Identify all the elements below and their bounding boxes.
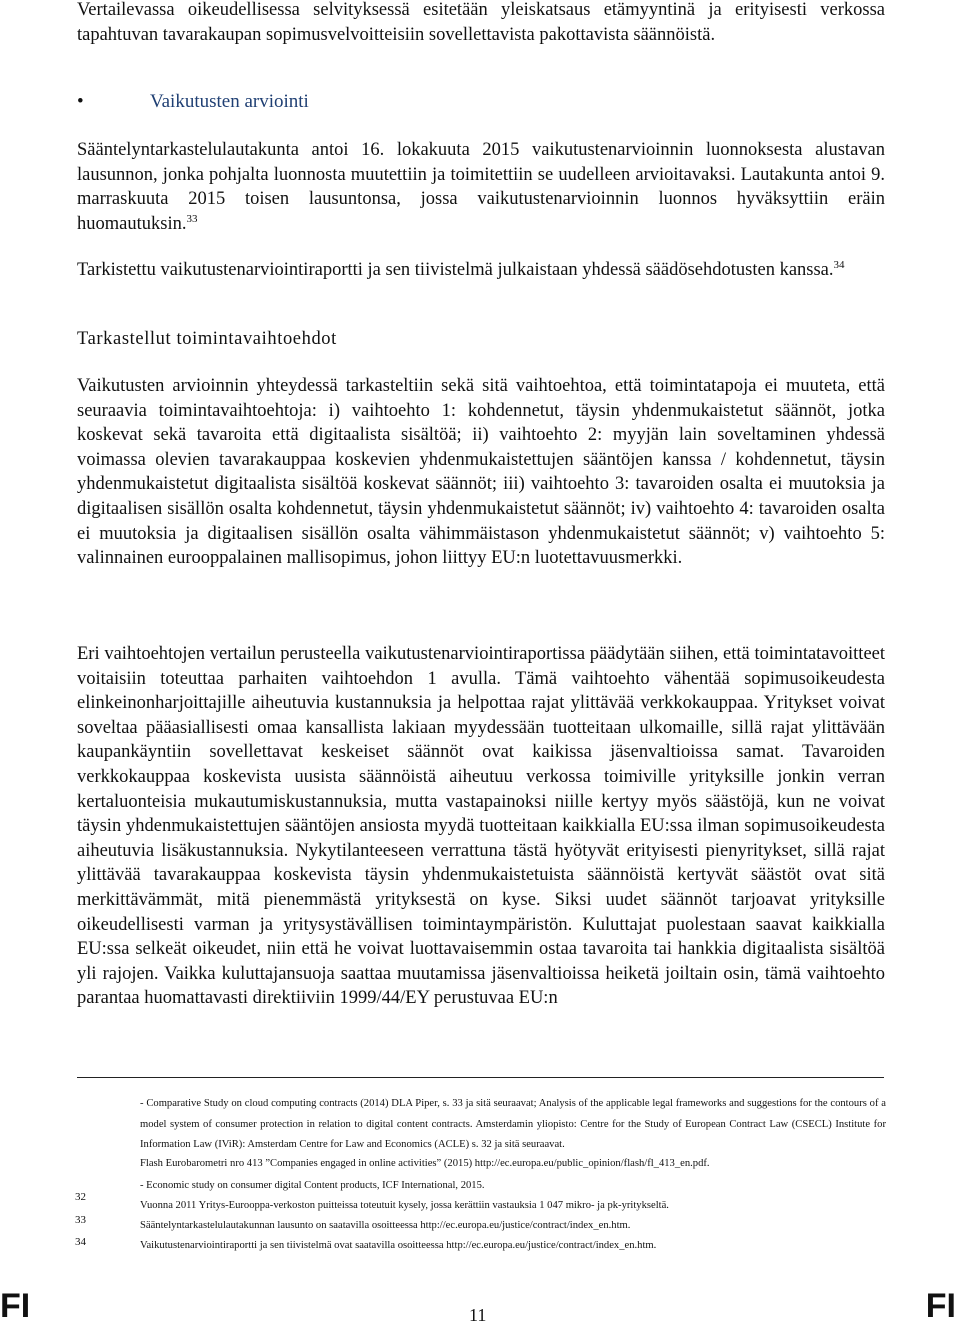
- footnote-board-opinion-link: Sääntelyntarkastelulautakunnan lausunto on saatavilla osoitteessa http://ec.europa.eu/justice/contract/index_en.htm.: [140, 1220, 631, 1231]
- board-opinion-text: Sääntelyntarkastelulautakunta antoi 16. lokakuuta 2015 vaikutustenarvioinnin luonnoksesta alustavan lausunnon, jonka pohjalta luonnosta muutettiin ja toimitettiin se uudelleen arvioitavaksi. Lautakunta antoi 9. marraskuuta 2015 toisen lausuntonsa, jossa vaikutustenarvioinnin luonnos hyväksyttiin eräin huomautuksin.: [77, 140, 885, 234]
- footnote-flash-eurobarometer: Flash Eurobarometri nro 413 ”Companies engaged in online activities” (2015) http://ec.europa.eu/public_opinion/flash/fl_413_en.pdf.: [140, 1158, 710, 1169]
- intro-paragraph: Vertailevassa oikeudellisessa selvityksessä esitetään yleiskatsaus etämyyntinä ja erityisesti verkossa tapahtuvan tavarakaupan sopimusvelvoitteisiin sovellettavista pakottavista säännöistä.: [77, 0, 885, 45]
- footnote-separator: [77, 1077, 884, 1078]
- footnote-number-34: 34: [75, 1236, 86, 1248]
- footer-language-right: FI: [925, 1287, 956, 1325]
- board-opinion-paragraph: [77, 138, 885, 236]
- footnote-economic-study: - Economic study on consumer digital Content products, ICF International, 2015.: [140, 1180, 485, 1191]
- report-published-text: Tarkistettu vaikutustenarviointiraportti ja sen tiivistelmä julkaistaan yhdessä säädösehdotusten kanssa.: [77, 260, 834, 280]
- comparison-paragraph: Eri vaihtoehtojen vertailun perusteella vaikutustenarviointiraportissa päädytään siihen, että toimintatavoitteet voitaisiin toteuttaa parhaiten vaihtoehdon 1 avulla. Tämä vaihtoehto vähentää sopimusoikeudesta elinkeinonharjoittajille aiheutuvia kustannuksia ja helpottaa rajat ylittävää verkkokauppaa. Yritykset voivat soveltaa pääasiallisesti omaa kansallista lakiaan myydessään tuotteitaan ulkomaille, sillä rajat ylittävään kaupankäyntiin sovellettavat keskeiset säännöt ovat kaikissa jäsenvaltioissa samat. Tavaroiden verkkokauppaa koskevista uusista säännöistä aiheutuu verkossa toimiville yrityksille jonkin verran kertaluonteisia mukautumiskustannuksia, mutta vastapainoksi niille kertyy myös säästöjä, kun ne voivat täysin yhdenmukaistettujen sääntöjen ansiosta myydä tuotteitaan kaikkialla EU:ssa ilman sopimusoikeudesta aiheutuvia lisäkustannuksia. Nykytilanteeseen verrattuna tästä hyötyvät erityisesti pienyritykset, sillä rajat ylittävää tavarakauppaa koskevista täysin yhdenmukaistetuista säännöistä kertyvät säästöt ovat sitä merkittävämmät, mitä pienemmästä yrityksestä on kyse. Siksi uudet säännöt tarjoavat yrityksille oikeudellisesti varman ja yritysystävällisen toimintaympäristön. Kuluttajat puolestaan saavat kaikkialla EU:ssa selkeät oikeudet, niin että he voivat luottavaisemmin ostaa tavaroita tai hankkia digitaalista sisältöä yli rajojen. Vaikka kuluttajansuoja saattaa muutamissa jäsenvaltioissa heiketä joiltain osin, tämä vaihtoehto parantaa huomattavasti direktiiviin 1999/44/EY perustuvaa EU:n: [77, 644, 885, 1009]
- report-published-paragraph: [77, 258, 885, 283]
- footnote-number-32: 32: [75, 1191, 86, 1203]
- bullet-icon: •: [77, 91, 84, 112]
- footnote-numbers: [75, 1186, 86, 1254]
- page-number: 11: [469, 1305, 487, 1325]
- footnote-ref-33: 33: [186, 212, 198, 225]
- footnote-survey-2011: Vuonna 2011 Yritys-Eurooppa-verkoston puitteissa toteutuit kysely, jossa kerättiin vastauksia 1 047 mikro- ja pk-yritykseltä.: [140, 1200, 669, 1211]
- assessment-heading: Vaikutusten arviointi: [150, 91, 309, 112]
- footnote-comparative-study: - Comparative Study on cloud computing contracts (2014) DLA Piper, s. 33 ja sitä seuraavat; Analysis of the applicable legal frameworks and suggestions for the contours of a model system of consumer protection in relation to digital content contracts. Amsterdamin yliopisto: Centre for the Study of European Contract Law (CSECL) Institute for Information Law (IViR): Amsterdam Centre for Law and Economics (ACLE) s. 32 ja sitä seuraavat.: [140, 1098, 886, 1150]
- footnote-report-link: Vaikutustenarviointiraportti ja sen tiivistelmä ovat saatavilla osoitteessa http://ec.europa.eu/justice/contract/index_en.htm.: [140, 1240, 657, 1251]
- options-paragraph: Vaikutusten arvioinnin yhteydessä tarkasteltiin sekä sitä vaihtoehtoa, että toimintatapoja ei muuteta, että seuraavia toimintavaihtoehtoja: i) vaihtoehto 1: kohdennetut, täysin yhdenmukaistetut säännöt, jotka koskevat sekä tavaroita että digitaalista sisältöä; ii) vaihtoehto 2: myyjän lain soveltaminen yhdessä voimassa olevien tavarakauppaa koskevien yhdenmukaistettujen sääntöjen kanssa / kohdennetut, täysin yhdenmukaistetut digitaalista sisältöä koskevat säännöt; iii) vaihtoehto 3: tavaroiden osalta ei muutoksia ja digitaalisen sisällön osalta kohdennetut, täysin yhdenmukaistetut säännöt; iv) vaihtoehto 4: tavaroiden osalta ei muutoksia ja digitaalisen sisällön osalta vähimmäistason yhdenmukaistetut säännöt; v) vaihtoehto 5: valinnainen eurooppalainen mallisopimus, johon liittyy EU:n luotettavuusmerkki.: [77, 376, 885, 569]
- footnote-ref-34: 34: [833, 258, 845, 271]
- footnote-number-33: 33: [75, 1213, 86, 1226]
- options-heading: Tarkastellut toimintavaihtoehdot: [77, 329, 337, 349]
- footer-language-left: FI: [0, 1287, 31, 1325]
